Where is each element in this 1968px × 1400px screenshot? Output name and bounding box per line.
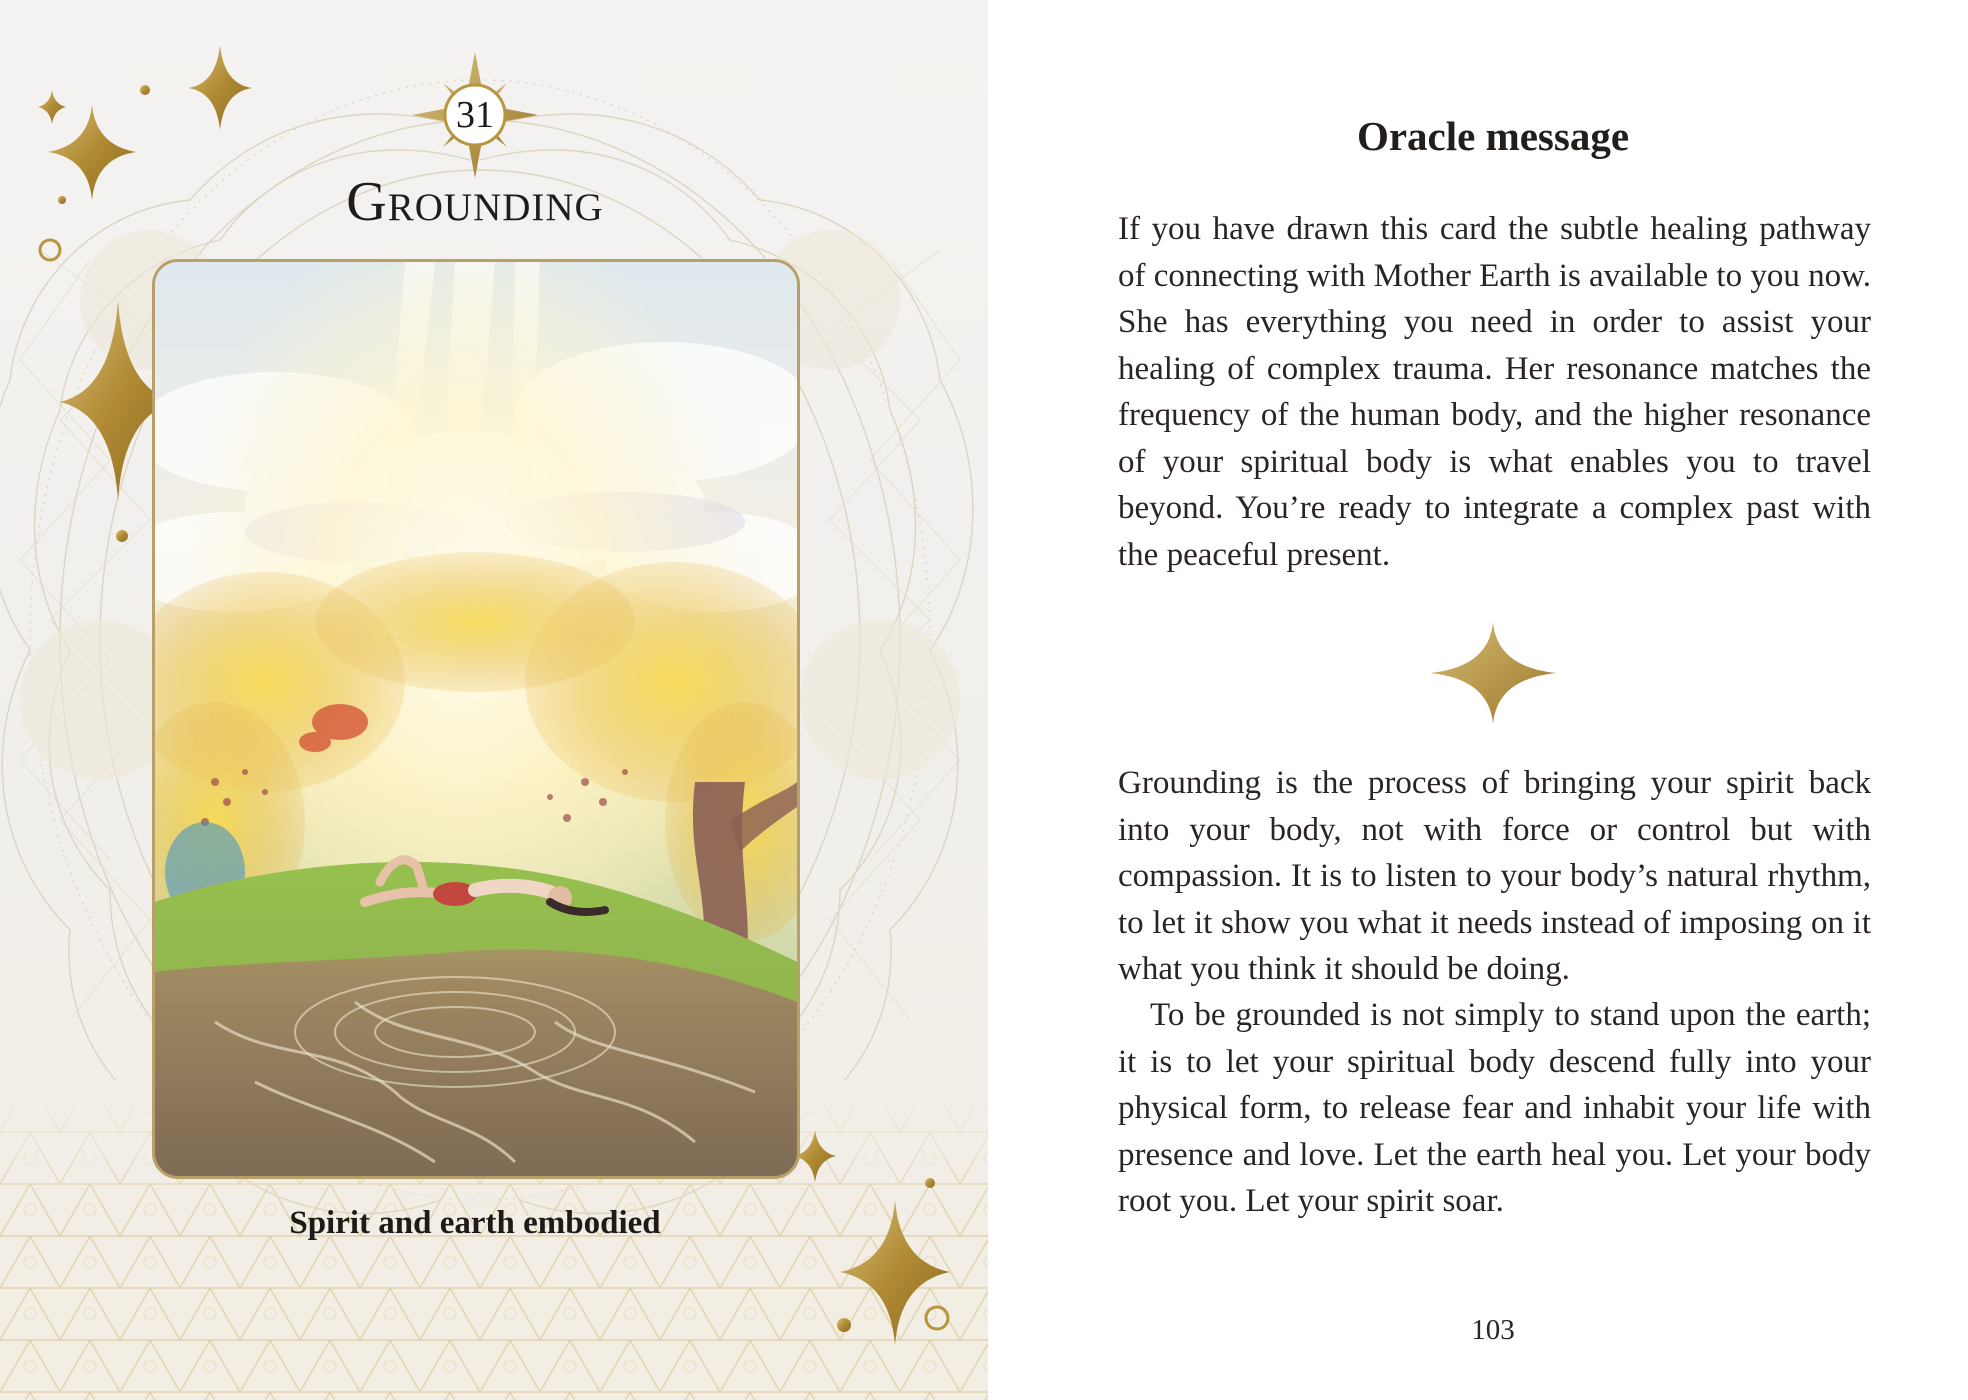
guidebook-page [988, 0, 1968, 1400]
four-point-star-icon [38, 90, 66, 124]
card-number: 31 [456, 94, 494, 136]
four-point-star-icon [188, 45, 252, 130]
card-number-badge [410, 50, 540, 180]
paragraph-grounding-process: Grounding is the process of bringing your spirit back into your body, not with force or control but with compassion. It is to listen to your body’s natural rhythm, to let it show you what it needs instead of imposing on it what you think it should be doing. [1118, 765, 1871, 987]
four-point-star-icon [48, 105, 136, 200]
card-caption: Spirit and earth embodied [289, 1205, 661, 1241]
paragraph-being-grounded: To be grounded is not simply to stand upon the earth; it is to let your spiritual body descend fully into your physical form, to release fear and inhabit your life with presence and love. Let the earth heal you. Let your body root you. Let your spirit soar. [1118, 997, 1871, 1219]
card-title: Grounding [346, 171, 604, 233]
paragraph-oracle-message: If you have drawn this card the subtle healing pathway of connecting with Mother Earth is available to you now. She has everything you need in order to assist your healing of complex trauma. Her resonance matches the frequency of the human body, and the higher resonance of your spiritual body is what enables you to travel beyond. You’re ready to integrate a complex past with the peaceful present. [1118, 211, 1872, 573]
four-point-star-icon [840, 1200, 950, 1345]
section-heading: Oracle message [1356, 113, 1630, 159]
card-illustration [152, 259, 800, 1179]
four-point-star-icon [1428, 618, 1558, 728]
page-number: 103 [1471, 1314, 1515, 1346]
four-point-star-icon [794, 1130, 836, 1182]
